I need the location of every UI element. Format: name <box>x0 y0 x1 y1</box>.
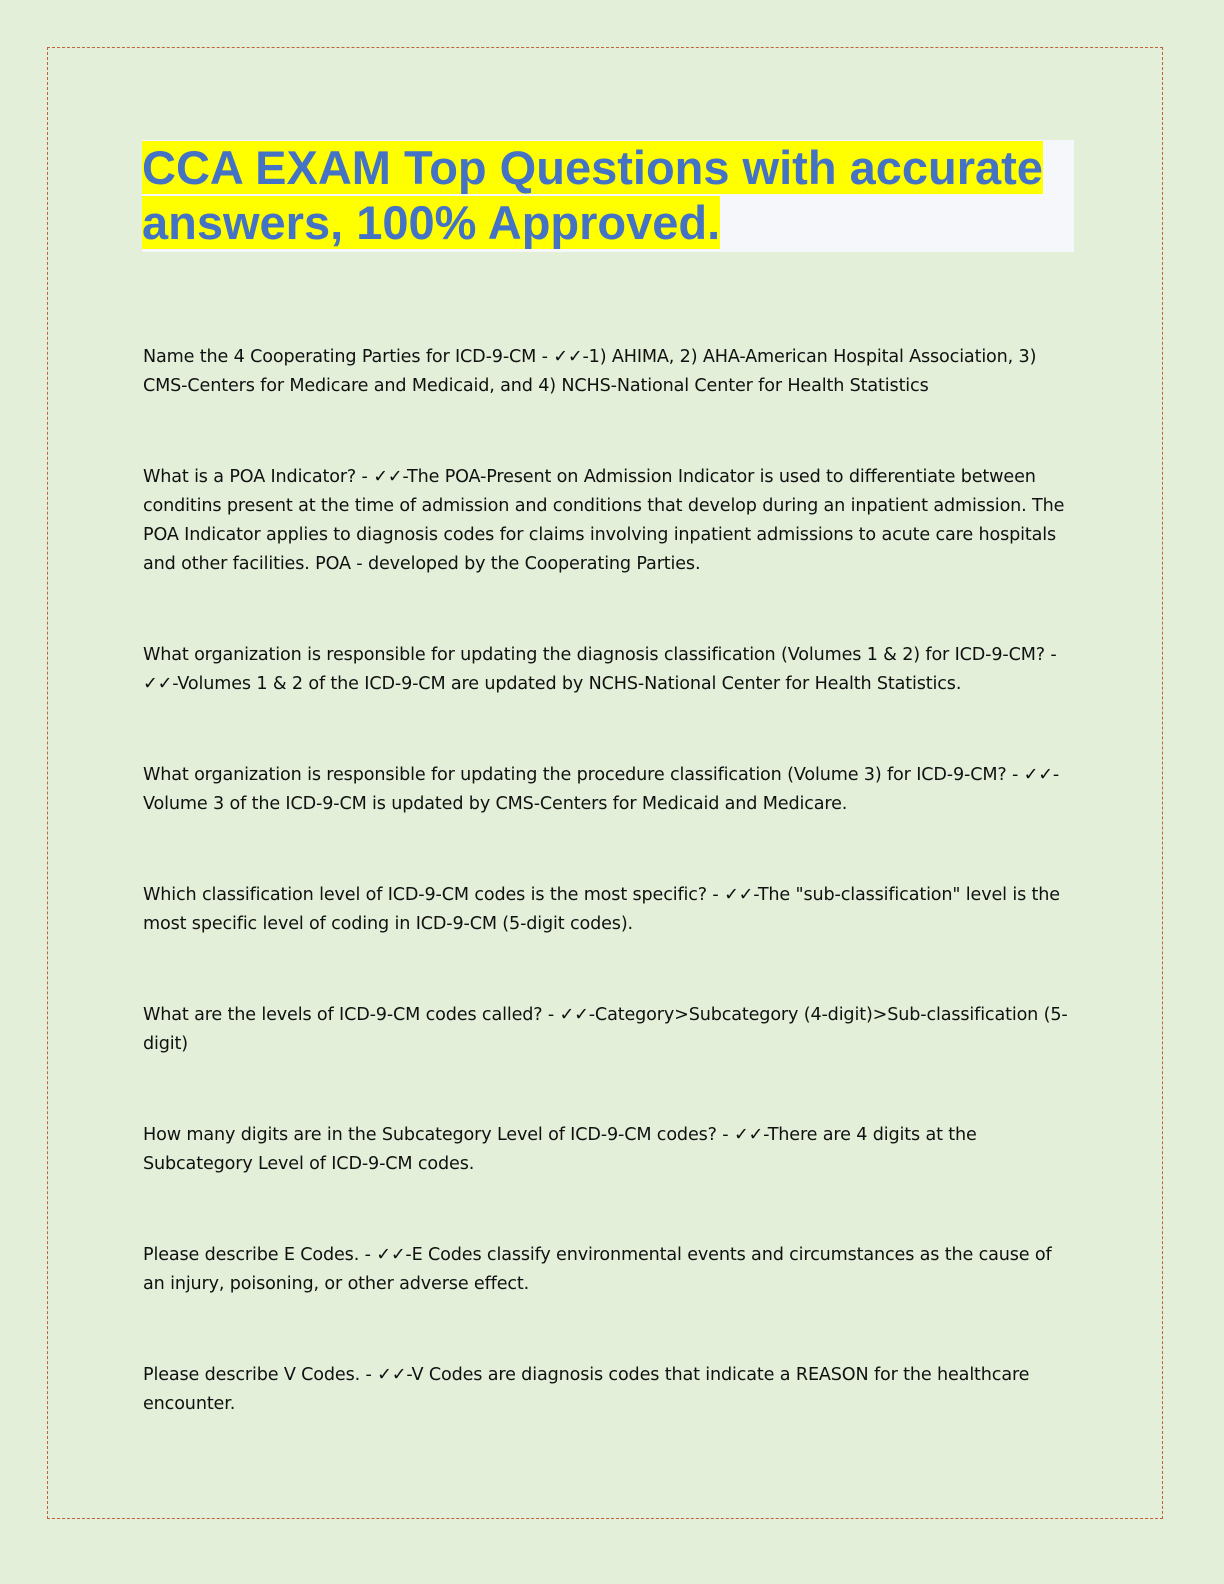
qa-item-2 <box>143 463 1073 579</box>
separator: - <box>359 1245 377 1265</box>
qa-item-5 <box>143 881 1073 939</box>
answer-text: -E Codes classify environmental events and circumstances as the cause of an injury, poisoning, or other adverse effect. <box>143 1245 1052 1294</box>
check-mark-icon: ✓✓ <box>376 1245 406 1265</box>
answer-text: -Volume 3 of the ICD-9-CM is updated by CMS-Centers for Medicaid and Medicare. <box>143 765 1060 814</box>
separator: - <box>1044 645 1057 665</box>
check-mark-icon: ✓✓ <box>373 467 403 487</box>
separator: - <box>1006 765 1024 785</box>
question-text: Please describe V Codes. <box>143 1365 361 1385</box>
check-mark-icon: ✓✓ <box>724 885 754 905</box>
answer-text: -1) AHIMA, 2) AHA-American Hospital Association, 3) CMS-Centers for Medicare and Medicaid, and 4) NCHS-National Center for Health Statistics <box>143 347 1037 396</box>
qa-list <box>143 343 1073 1419</box>
answer-text: -The POA-Present on Admission Indicator is used to differentiate between conditins present at the time of admission and conditions that develop during an inpatient admission. The POA Indicator applies to diagnosis codes for claims involving inpatient admissions to acute care hospitals and other facilities. POA - developed by the Cooperating Parties. <box>143 467 1065 574</box>
qa-item-7 <box>143 1121 1073 1179</box>
check-mark-icon: ✓✓ <box>553 347 583 367</box>
question-text: Which classification level of ICD-9-CM codes is the most specific? <box>143 885 707 905</box>
separator: - <box>716 1125 734 1145</box>
check-mark-icon: ✓✓ <box>1023 765 1053 785</box>
question-text: What are the levels of ICD-9-CM codes called? <box>143 1005 543 1025</box>
answer-text: -Category>Subcategory (4-digit)>Sub-classification (5-digit) <box>143 1005 1068 1054</box>
answer-text: -Volumes 1 & 2 of the ICD-9-CM are updated by NCHS-National Center for Health Statistics. <box>172 674 962 694</box>
separator: - <box>360 1365 378 1385</box>
question-text: What is a POA Indicator? <box>143 467 357 487</box>
check-mark-icon: ✓✓ <box>377 1365 407 1385</box>
title-block <box>142 140 1074 252</box>
document-title <box>142 140 1074 250</box>
qa-item-8 <box>143 1241 1073 1299</box>
question-text: How many digits are in the Subcategory Level of ICD-9-CM codes? <box>143 1125 717 1145</box>
qa-item-3 <box>143 641 1073 699</box>
answer-text: -The "sub-classification" level is the most specific level of coding in ICD-9-CM (5-digit codes). <box>143 885 1060 934</box>
check-mark-icon: ✓✓ <box>733 1125 764 1145</box>
document-title-text: CCA EXAM Top Questions with accurate answers, 100% Approved. <box>142 141 1043 249</box>
answer-text: -There are 4 digits at the Subcategory Level of ICD-9-CM codes. <box>143 1125 977 1174</box>
question-text: What organization is responsible for updating the procedure classification (Volume 3) for ICD-9-CM? <box>143 765 1007 785</box>
qa-item-1 <box>143 343 1073 401</box>
question-text: Name the 4 Cooperating Parties for ICD-9-CM <box>143 347 537 367</box>
separator: - <box>542 1005 560 1025</box>
separator: - <box>356 467 374 487</box>
qa-item-9 <box>143 1361 1073 1419</box>
qa-item-6 <box>143 1001 1073 1059</box>
question-text: What organization is responsible for updating the diagnosis classification (Volumes 1 & 2) for ICD-9-CM? <box>143 645 1045 665</box>
question-text: Please describe E Codes. <box>143 1245 360 1265</box>
qa-item-4 <box>143 761 1073 819</box>
check-mark-icon: ✓✓ <box>143 674 173 694</box>
answer-text: -V Codes are diagnosis codes that indicate a REASON for the healthcare encounter. <box>143 1365 1030 1414</box>
check-mark-icon: ✓✓ <box>559 1005 589 1025</box>
separator: - <box>536 347 554 367</box>
separator: - <box>706 885 725 905</box>
